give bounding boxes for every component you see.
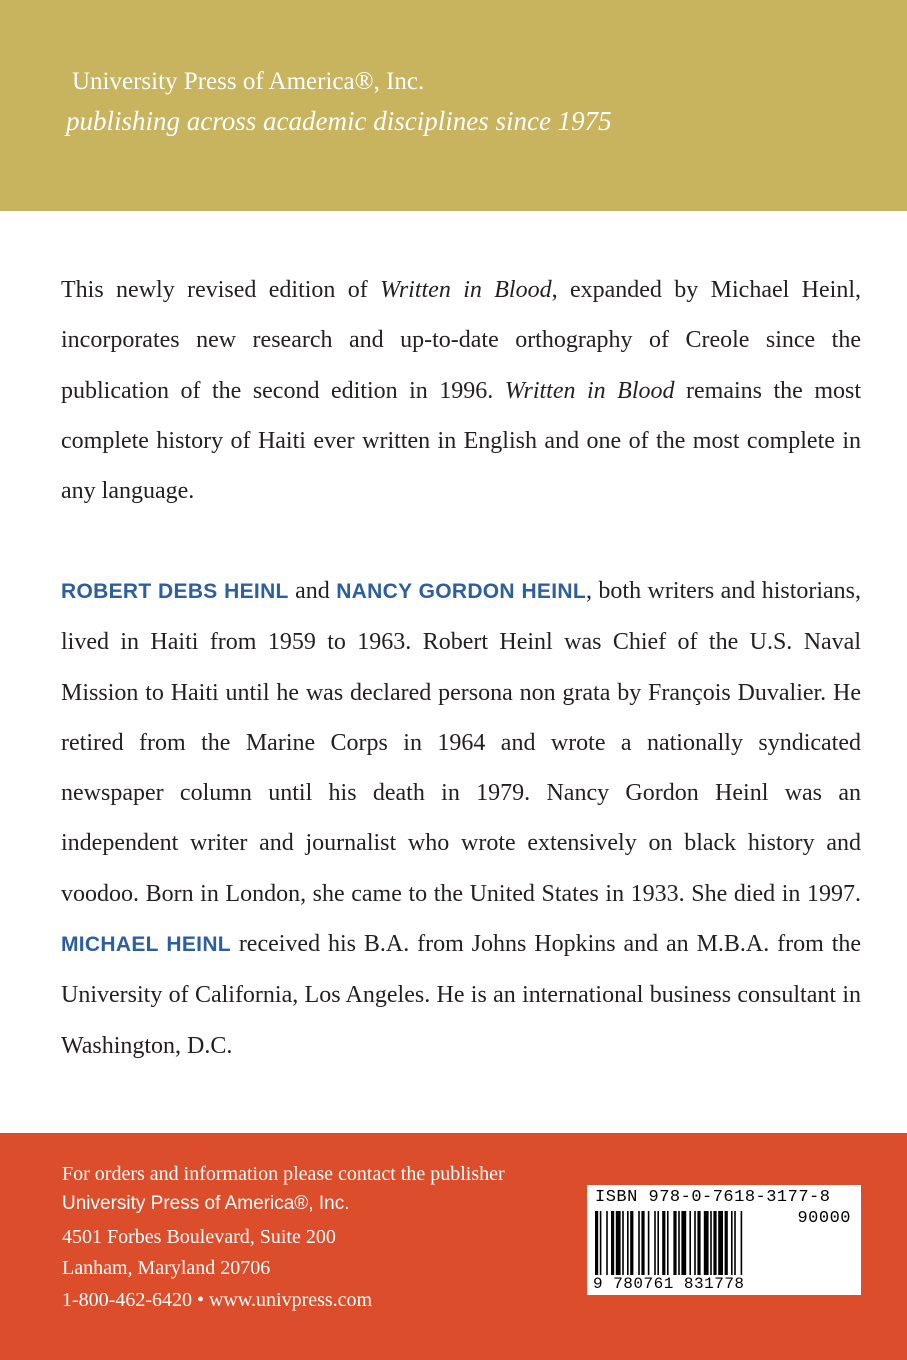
book-title: Written in Blood bbox=[380, 277, 552, 303]
barcode-bar bbox=[697, 1211, 700, 1275]
footer-publisher: University Press of America®, Inc. bbox=[62, 1193, 350, 1214]
description-text: remains the most complete history of Haiti ever written in English and one of the most complete in any language. bbox=[61, 377, 861, 505]
address-line-1: 4501 Forbes Boulevard, Suite 200 bbox=[62, 1226, 336, 1248]
barcode-bar bbox=[600, 1211, 602, 1275]
description-text: , expanded by Michael Heinl, incorporates new research and up-to-date orthography of Creole since the publication of the second edition in 1996. bbox=[61, 277, 861, 404]
ean-digits: 9 780761 831778 bbox=[593, 1275, 745, 1293]
book-title: Written in Blood bbox=[504, 377, 675, 404]
barcode-bar bbox=[648, 1211, 650, 1275]
contact-line: For orders and information please contact the publisher bbox=[62, 1163, 505, 1185]
barcode-bar bbox=[627, 1211, 629, 1275]
publisher-tagline: publishing across academic disciplines since 1975 bbox=[66, 106, 612, 136]
bio-text: and bbox=[288, 578, 337, 604]
author-name: MICHAEL HEINL bbox=[61, 933, 231, 957]
barcode-bar bbox=[731, 1211, 733, 1275]
barcode-bar bbox=[662, 1211, 665, 1275]
address-line-2: Lanham, Maryland 20706 bbox=[62, 1257, 271, 1279]
author-bio bbox=[61, 566, 861, 1071]
barcode-bar bbox=[616, 1211, 621, 1275]
barcode-bar bbox=[667, 1211, 669, 1275]
barcode-bar bbox=[611, 1211, 614, 1275]
barcode-bar bbox=[689, 1211, 691, 1275]
barcode-bar bbox=[657, 1211, 659, 1275]
description-text: This newly revised edition of bbox=[61, 277, 381, 303]
barcode-bar bbox=[630, 1211, 633, 1275]
barcode-bar bbox=[641, 1211, 644, 1275]
barcode-bar bbox=[678, 1211, 680, 1275]
bio-text: received his B.A. from Johns Hopkins and an M.B.A. from the University of California, Los Angeles. He is an international business consultant in Washington, D.C. bbox=[61, 931, 862, 1059]
barcode-bar bbox=[710, 1211, 712, 1275]
phone-website: 1-800-462-6420 • www.univpress.com bbox=[62, 1289, 373, 1311]
header-band bbox=[0, 0, 907, 211]
barcode-bar bbox=[704, 1211, 709, 1275]
book-description bbox=[61, 265, 861, 516]
barcode-bar bbox=[725, 1211, 728, 1275]
barcode-bar bbox=[734, 1211, 736, 1275]
isbn-text: ISBN 978-0-7618-3177-8 bbox=[595, 1188, 831, 1207]
barcode-bar bbox=[741, 1211, 743, 1275]
barcode-bar bbox=[673, 1211, 676, 1275]
barcode-bar bbox=[622, 1211, 624, 1275]
barcode-label bbox=[587, 1185, 861, 1295]
barcode-bar bbox=[595, 1211, 598, 1275]
barcode-bar bbox=[638, 1211, 640, 1275]
author-name: NANCY GORDON HEINL bbox=[336, 580, 586, 603]
bio-text: , both writers and historians, lived in Haiti from 1959 to 1963. Robert Heinl was Chief of the U.S. Naval Mission to Haiti until he was declared persona non grata by François Duvalier. He retired from the Marine Corps in 1964 and wrote a nationally syndicated newspaper column until his death in 1979. Nancy Gordon Heinl was an independent writer and journalist who wrote extensively on black history and voodoo. Born in London, she came to the United States in 1933. She died in 1997. bbox=[61, 578, 862, 907]
barcode-bar bbox=[694, 1211, 696, 1275]
publisher-name: University Press of America®, Inc. bbox=[72, 68, 425, 95]
barcode-bar bbox=[713, 1211, 716, 1275]
barcode-bar bbox=[654, 1211, 656, 1275]
barcode-bar bbox=[681, 1211, 686, 1275]
price-code: 90000 bbox=[797, 1209, 851, 1228]
barcode-bar bbox=[718, 1211, 723, 1275]
author-name: ROBERT DEBS HEINL bbox=[61, 580, 289, 603]
barcode-bar bbox=[606, 1211, 608, 1275]
